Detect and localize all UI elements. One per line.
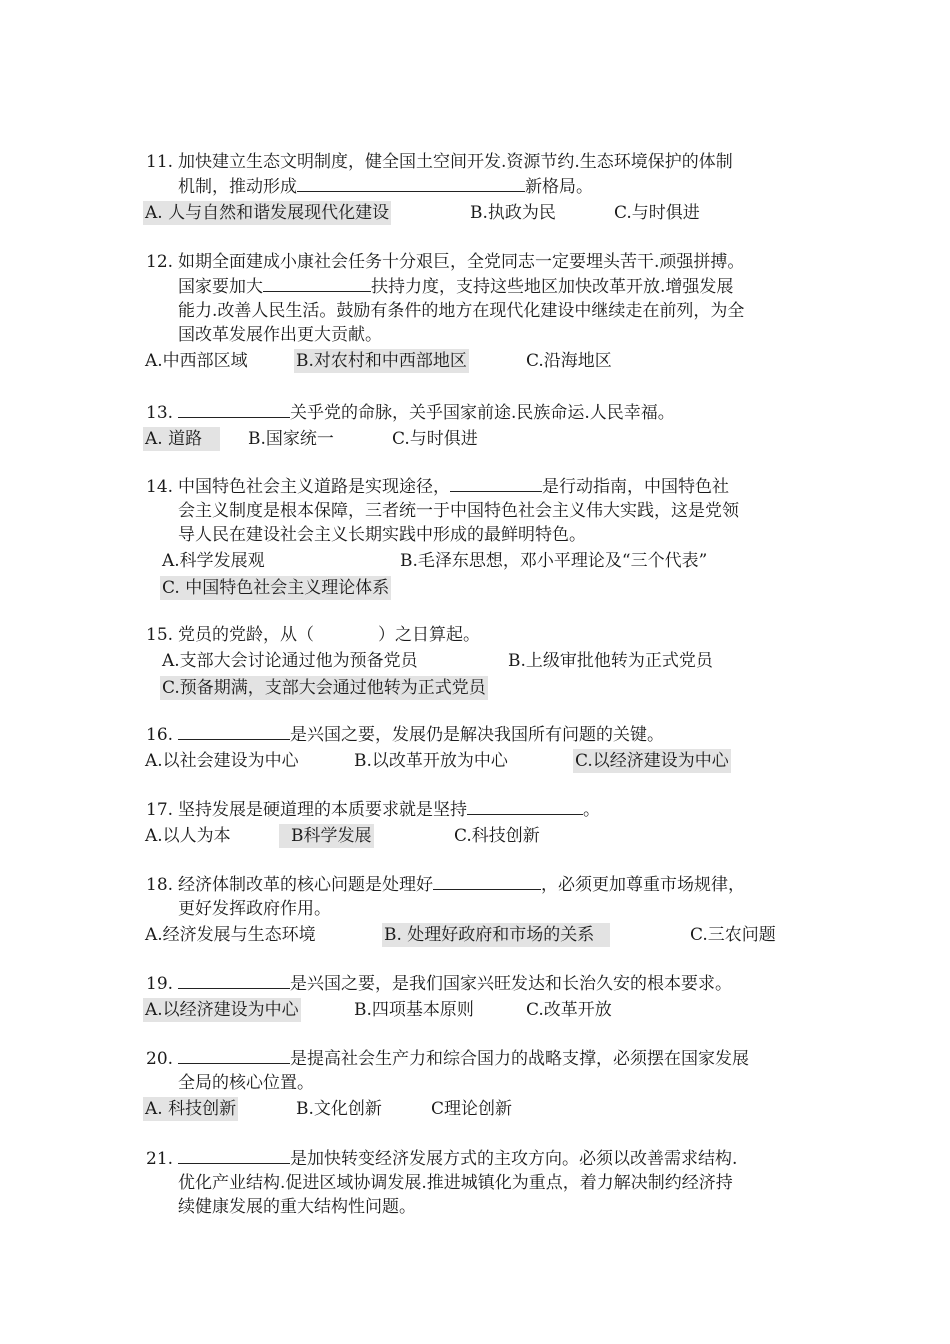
question-20 xyxy=(146,1046,816,1122)
question-text: ，必须更加尊重市场规律， xyxy=(541,875,745,895)
answer-blank xyxy=(178,1146,290,1164)
option-c-correct: C.预备期满，支部大会通过他转为正式党员 xyxy=(162,678,486,698)
question-19 xyxy=(146,971,816,1023)
question-text: ）之日算起。 xyxy=(378,625,480,645)
answer-blank xyxy=(467,797,583,815)
option-a: A.中西部区域 xyxy=(145,351,248,371)
option-c: C.改革开放 xyxy=(526,1000,612,1020)
question-text: 是行动指南，中国特色社 xyxy=(542,477,729,497)
question-13 xyxy=(146,400,816,452)
option-b: B.以改革开放为中心 xyxy=(354,751,508,771)
option-b-correct: B科学发展 xyxy=(279,824,374,848)
answer-blank xyxy=(178,971,290,989)
question-number: 18. xyxy=(146,875,174,895)
option-a: A.经济发展与生态环境 xyxy=(145,925,316,945)
option-c: C.与时俱进 xyxy=(392,429,478,449)
question-text: 会主义制度是根本保障，三者统一于中国特色社会主义伟大实践，这是党领 xyxy=(178,501,739,521)
answer-blank xyxy=(297,174,525,192)
question-number: 11. xyxy=(146,152,174,172)
option-a-correct: A. 科技创新 xyxy=(145,1099,237,1119)
option-b: B.四项基本原则 xyxy=(354,1000,474,1020)
option-a-correct: A. 人与自然和谐发展现代化建设 xyxy=(145,203,390,223)
answer-blank xyxy=(450,474,542,492)
option-a: A.科学发展观 xyxy=(162,551,265,571)
answer-blank xyxy=(433,872,541,890)
answer-blank xyxy=(178,722,290,740)
question-text: 关乎党的命脉，关乎国家前途.民族命运.人民幸福。 xyxy=(290,403,675,423)
option-c: C理论创新 xyxy=(431,1099,513,1119)
question-number: 13. xyxy=(146,403,174,423)
question-text: 是提高社会生产力和综合国力的战略支撑，必须摆在国家发展 xyxy=(290,1049,749,1069)
question-text: 加快建立生态文明制度，健全国土空间开发.资源节约.生态环境保护的体制 xyxy=(178,152,733,172)
question-text: 更好发挥政府作用。 xyxy=(178,899,331,919)
question-text: 能力.改善人民生活。鼓励有条件的地方在现代化建设中继续走在前列，为全 xyxy=(178,301,745,321)
option-b-correct: B. 处理好政府和市场的关系 xyxy=(382,923,610,947)
question-text: 导人民在建设社会主义长期实践中形成的最鲜明特色。 xyxy=(178,525,586,545)
option-b: B.上级审批他转为正式党员 xyxy=(508,651,713,671)
answer-blank xyxy=(263,274,371,292)
option-c-correct: C.以经济建设为中心 xyxy=(575,751,729,771)
question-text: 国家要加大 xyxy=(178,277,263,297)
option-a-correct: A. 道路 xyxy=(143,427,220,451)
question-18 xyxy=(146,872,816,948)
option-b: B.文化创新 xyxy=(296,1099,382,1119)
question-text: 。 xyxy=(583,800,600,820)
option-a: A.支部大会讨论通过他为预备党员 xyxy=(162,651,418,671)
question-21 xyxy=(146,1146,816,1219)
option-b: B.国家统一 xyxy=(248,429,334,449)
option-a: A.以社会建设为中心 xyxy=(145,751,299,771)
option-c: C.三农问题 xyxy=(690,925,776,945)
question-text: 续健康发展的重大结构性问题。 xyxy=(178,1197,416,1217)
question-text: 国改革发展作出更大贡献。 xyxy=(178,325,382,345)
question-number: 15. xyxy=(146,625,174,645)
question-text: 党员的党龄，从（ xyxy=(178,625,314,645)
option-a: A.以人为本 xyxy=(145,826,231,846)
question-16 xyxy=(146,722,816,774)
option-c-correct: C. 中国特色社会主义理论体系 xyxy=(162,578,390,598)
question-text: 优化产业结构.促进区域协调发展.推进城镇化为重点，着力解决制约经济持 xyxy=(178,1173,733,1193)
question-text: 扶持力度，支持这些地区加快改革开放.增强发展 xyxy=(371,277,734,297)
question-number: 20. xyxy=(146,1049,174,1069)
option-b-correct: B.对农村和中西部地区 xyxy=(296,351,467,371)
question-14 xyxy=(146,474,816,601)
option-b: B.毛泽东思想，邓小平理论及“三个代表” xyxy=(400,551,708,571)
question-text: 机制，推动形成 xyxy=(178,177,297,197)
question-text: 新格局。 xyxy=(525,177,593,197)
question-number: 14. xyxy=(146,477,174,497)
option-b: B.执政为民 xyxy=(470,203,556,223)
question-text: 如期全面建成小康社会任务十分艰巨，全党同志一定要埋头苦干.顽强拼搏。 xyxy=(178,252,745,272)
question-text: 是兴国之要，发展仍是解决我国所有问题的关键。 xyxy=(290,725,664,745)
option-c: C.科技创新 xyxy=(454,826,540,846)
option-c: C.与时俱进 xyxy=(614,203,700,223)
answer-blank xyxy=(178,400,290,418)
question-number: 12. xyxy=(146,252,174,272)
question-number: 21. xyxy=(146,1149,174,1169)
question-12 xyxy=(146,250,816,374)
question-text: 坚持发展是硬道理的本质要求就是坚持 xyxy=(178,800,467,820)
question-text: 是兴国之要，是我们国家兴旺发达和长治久安的根本要求。 xyxy=(290,974,732,994)
question-text: 是加快转变经济发展方式的主攻方向。必须以改善需求结构. xyxy=(290,1149,738,1169)
question-text: 中国特色社会主义道路是实现途径， xyxy=(178,477,450,497)
question-number: 19. xyxy=(146,974,174,994)
question-text: 经济体制改革的核心问题是处理好 xyxy=(178,875,433,895)
question-17 xyxy=(146,797,816,849)
answer-blank xyxy=(178,1046,290,1064)
option-c: C.沿海地区 xyxy=(526,351,612,371)
question-number: 17. xyxy=(146,800,174,820)
question-15 xyxy=(146,623,816,701)
option-a-correct: A.以经济建设为中心 xyxy=(145,1000,299,1020)
question-text: 全局的核心位置。 xyxy=(178,1073,314,1093)
question-number: 16. xyxy=(146,725,174,745)
question-11 xyxy=(146,150,816,226)
